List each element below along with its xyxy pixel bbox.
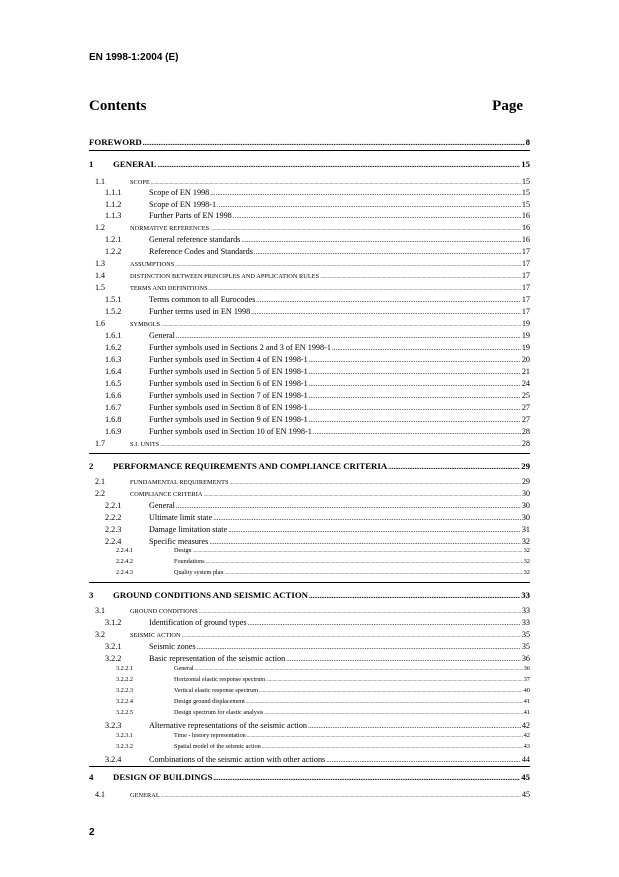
toc-leader-dots — [197, 643, 521, 651]
toc-leader-dots — [193, 548, 523, 554]
toc-entry-page: 17 — [522, 271, 530, 280]
toc-entry-title: Scope of EN 1998 — [149, 188, 210, 197]
toc-entry-title: Reference Codes and Standards — [149, 247, 253, 256]
toc-entry[interactable] — [89, 308, 530, 316]
toc-entry-page: 36 — [523, 665, 530, 672]
toc-entry-title: General — [174, 665, 194, 672]
toc-leader-dots — [151, 178, 521, 186]
toc-entry[interactable] — [89, 404, 530, 412]
toc-entry-number: 1.3 — [95, 259, 105, 268]
toc-leader-dots — [313, 428, 521, 436]
toc-leader-dots — [160, 440, 521, 448]
toc-entry-number: 2.2.4.3 — [116, 569, 134, 576]
toc-entry-number: 2 — [89, 461, 94, 471]
toc-entry-number: 3.2.2.3 — [116, 687, 134, 694]
toc-entry[interactable] — [89, 773, 530, 782]
toc-entry-page: 33 — [522, 606, 530, 615]
toc-entry-number: 4 — [89, 772, 94, 782]
toc-entry-number: 1.6.9 — [105, 427, 122, 436]
toc-entry-title: Time - history representation — [174, 732, 246, 739]
toc-entry-number: 3 — [89, 590, 94, 600]
toc-leader-dots — [195, 666, 523, 672]
toc-entry-title: Further Parts of EN 1998 — [149, 211, 232, 220]
toc-leader-dots — [217, 201, 521, 209]
toc-entry[interactable] — [89, 236, 530, 244]
toc-entry-number: 1.6.4 — [105, 367, 122, 376]
toc-leader-dots — [213, 773, 520, 782]
document-header: EN 1998-1:2004 (E) — [89, 52, 179, 63]
toc-leader-dots — [247, 733, 523, 739]
toc-entry-number: 1.5.2 — [105, 307, 122, 316]
toc-entry-number: 2.2.4.2 — [116, 558, 134, 565]
toc-entry[interactable] — [89, 212, 530, 220]
toc-entry[interactable] — [89, 344, 530, 352]
section-rule — [89, 582, 530, 583]
toc-leader-dots — [213, 514, 521, 522]
toc-entry-title: Ultimate limit state — [149, 513, 213, 522]
toc-entry-number: 1.5 — [95, 283, 105, 292]
contents-heading: Contents — [89, 98, 147, 114]
toc-entry-number: 2.2.4 — [105, 537, 122, 546]
section-rule — [89, 766, 530, 767]
toc-entry-number: 3.2.4 — [105, 755, 122, 764]
toc-entry-number: 1.6 — [95, 319, 105, 328]
toc-entry-title: TERMS AND DEFINITIONS — [130, 285, 208, 292]
toc-entry-number: 1.1.1 — [105, 188, 122, 197]
toc-entry[interactable] — [89, 538, 530, 546]
toc-entry-title: Damage limitation state — [149, 525, 228, 534]
toc-entry-title: Further symbols used in Section 8 of EN 1998-1 — [149, 403, 308, 412]
toc-leader-dots — [264, 710, 522, 716]
toc-leader-dots — [256, 296, 521, 304]
toc-leader-dots — [143, 138, 525, 147]
toc-leader-dots — [241, 236, 520, 244]
toc-entry[interactable] — [89, 440, 530, 448]
toc-entry-number: 1.6.8 — [105, 415, 122, 424]
toc-leader-dots — [309, 392, 521, 400]
toc-entry-title: Further symbols used in Sections 2 and 3 of EN 1998-1 — [149, 343, 331, 352]
toc-leader-dots — [182, 631, 521, 639]
toc-entry-title: Combinations of the seismic action with other actions — [149, 755, 326, 764]
toc-entry-page: 32 — [521, 537, 530, 546]
toc-entry-number: 1.1.3 — [105, 211, 122, 220]
toc-entry-page: 30 — [521, 513, 530, 522]
toc-entry-title: General — [149, 501, 175, 510]
toc-entry-page: 19 — [521, 331, 530, 340]
toc-entry-title: PERFORMANCE REQUIREMENTS AND COMPLIANCE CRITERIA — [113, 461, 388, 471]
toc-entry-number: 1.6.6 — [105, 391, 122, 400]
toc-entry-title: GENERAL — [113, 159, 157, 169]
section-rule — [89, 453, 530, 454]
page-number: 2 — [89, 827, 95, 838]
toc-entry-title: GROUND CONDITIONS — [130, 608, 198, 615]
toc-entry[interactable] — [89, 416, 530, 424]
toc-entry-title: Vertical elastic response spectrum — [174, 687, 259, 694]
toc-leader-dots — [161, 791, 521, 799]
toc-entry-page: 31 — [521, 525, 530, 534]
toc-leader-dots — [309, 356, 521, 364]
toc-entry[interactable] — [89, 392, 530, 400]
toc-leader-dots — [225, 570, 523, 576]
toc-entry-number: 2.2.1 — [105, 501, 122, 510]
toc-entry-number: 1.5.1 — [105, 295, 122, 304]
toc-entry-title: S.I. UNITS — [130, 441, 160, 448]
toc-leader-dots — [158, 160, 521, 169]
toc-entry-number: 3.2.2.4 — [116, 698, 134, 705]
toc-entry-number: 1.6.1 — [105, 331, 122, 340]
toc-entry-title: Design ground displacement — [174, 698, 245, 705]
toc-entry-page: 19 — [522, 319, 530, 328]
toc-entry[interactable] — [89, 201, 530, 209]
toc-entry[interactable] — [89, 478, 530, 486]
toc-entry-page: 30 — [521, 501, 530, 510]
toc-entry[interactable] — [89, 332, 530, 340]
toc-entry[interactable] — [89, 791, 530, 799]
toc-entry-page: 35 — [521, 642, 530, 651]
toc-entry[interactable] — [89, 619, 530, 627]
toc-entry-page: 24 — [521, 379, 530, 388]
toc-entry-title: COMPLIANCE CRITERIA — [130, 491, 203, 498]
toc-entry-page: 16 — [521, 211, 530, 220]
toc-entry[interactable] — [89, 284, 530, 292]
toc-leader-dots — [308, 722, 521, 730]
toc-entry-number: 1.2.1 — [105, 235, 122, 244]
toc-leader-dots — [230, 478, 521, 486]
toc-entry-title: NORMATIVE REFERENCES — [130, 225, 210, 232]
toc-entry[interactable] — [89, 248, 530, 256]
toc-entry-title: FOREWORD — [89, 137, 142, 147]
toc-entry-page: 15 — [521, 200, 530, 209]
toc-entry-title: Identification of ground types — [149, 618, 247, 627]
toc-entry-page: 19 — [521, 343, 530, 352]
toc-leader-dots — [206, 559, 523, 565]
toc-entry-title: General reference standards — [149, 235, 241, 244]
toc-entry-title: SCOPE — [130, 179, 150, 186]
toc-entry[interactable] — [89, 189, 530, 197]
toc-entry-page: 32 — [523, 569, 530, 576]
toc-entry-page: 16 — [521, 235, 530, 244]
toc-entry-page: 36 — [521, 654, 530, 663]
toc-entry-page: 17 — [521, 307, 530, 316]
toc-leader-dots — [176, 502, 521, 510]
toc-leader-dots — [175, 260, 521, 268]
toc-entry-page: 17 — [522, 259, 530, 268]
toc-entry[interactable] — [89, 655, 530, 663]
toc-entry-number: 2.2.2 — [105, 513, 122, 522]
toc-entry-page: 41 — [523, 709, 530, 716]
toc-entry[interactable] — [89, 591, 530, 600]
toc-leader-dots — [251, 308, 521, 316]
toc-entry[interactable] — [89, 514, 530, 522]
toc-entry-title: Terms common to all Eurocodes — [149, 295, 256, 304]
toc-entry-number: 3.2.3.1 — [116, 732, 134, 739]
toc-entry-page: 33 — [521, 618, 530, 627]
toc-entry[interactable] — [89, 138, 530, 147]
toc-leader-dots — [246, 699, 523, 705]
toc-entry-page: 42 — [521, 721, 530, 730]
toc-entry-number: 2.2 — [95, 489, 105, 498]
toc-entry-number: 3.2.2 — [105, 654, 122, 663]
toc-entry-title: Further terms used in EN 1998 — [149, 307, 251, 316]
toc-entry[interactable] — [89, 699, 530, 705]
toc-leader-dots — [210, 224, 521, 232]
toc-entry-title: Further symbols used in Section 9 of EN 1998-1 — [149, 415, 308, 424]
toc-entry-number: 1.2.2 — [105, 247, 122, 256]
toc-entry-title: DISTINCTION BETWEEN PRINCIPLES AND APPLICATION RULES — [130, 273, 320, 280]
table-of-contents — [89, 0, 530, 877]
toc-entry-number: 2.2.3 — [105, 525, 122, 534]
toc-leader-dots — [199, 607, 521, 615]
toc-entry[interactable] — [89, 666, 530, 672]
toc-entry[interactable] — [89, 677, 530, 683]
toc-entry-number: 1.6.3 — [105, 355, 122, 364]
toc-entry-page: 29 — [521, 461, 530, 471]
toc-entry-number: 3.2 — [95, 630, 105, 639]
toc-entry-page: 32 — [523, 558, 530, 565]
toc-entry-page: 16 — [522, 223, 530, 232]
toc-entry[interactable] — [89, 490, 530, 498]
toc-entry-page: 17 — [521, 247, 530, 256]
toc-entry-page: 42 — [523, 732, 530, 739]
toc-entry-page: 45 — [522, 790, 530, 799]
toc-entry-number: 3.2.2.2 — [116, 676, 134, 683]
toc-entry-page: 20 — [521, 355, 530, 364]
toc-entry[interactable] — [89, 559, 530, 565]
toc-leader-dots — [209, 538, 520, 546]
toc-entry-number: 1.6.5 — [105, 379, 122, 388]
toc-entry-page: 15 — [521, 159, 530, 169]
toc-entry-number: 1.6.7 — [105, 403, 122, 412]
toc-entry[interactable] — [89, 607, 530, 615]
toc-entry-page: 37 — [523, 676, 530, 683]
toc-leader-dots — [309, 380, 521, 388]
toc-entry-number: 3.2.2.5 — [116, 709, 134, 716]
toc-entry-page: 28 — [522, 439, 530, 448]
toc-leader-dots — [233, 212, 521, 220]
toc-entry-page: 15 — [521, 188, 530, 197]
toc-entry-number: 4.1 — [95, 790, 105, 799]
toc-entry-number: 3.1.2 — [105, 618, 122, 627]
toc-leader-dots — [309, 416, 521, 424]
toc-entry[interactable] — [89, 260, 530, 268]
toc-leader-dots — [320, 272, 521, 280]
toc-leader-dots — [209, 284, 521, 292]
toc-entry-number: 1.2 — [95, 223, 105, 232]
toc-leader-dots — [254, 248, 521, 256]
toc-entry-title: Design — [174, 547, 192, 554]
toc-leader-dots — [210, 189, 521, 197]
toc-leader-dots — [332, 344, 521, 352]
toc-entry-title: Foundations — [174, 558, 205, 565]
toc-entry-number: 1.6.2 — [105, 343, 122, 352]
toc-entry[interactable] — [89, 643, 530, 651]
toc-leader-dots — [161, 320, 521, 328]
toc-entry[interactable] — [89, 272, 530, 280]
toc-entry-page: 17 — [521, 295, 530, 304]
toc-entry-page: 25 — [521, 391, 530, 400]
toc-entry-page: 44 — [521, 755, 530, 764]
toc-entry-title: Basic representation of the seismic action — [149, 654, 286, 663]
toc-entry-title: Seismic zones — [149, 642, 196, 651]
toc-entry-title: Further symbols used in Section 10 of EN 1998-1 — [149, 427, 312, 436]
toc-entry[interactable] — [89, 722, 530, 730]
toc-entry-title: Design spectrum for elastic analysis — [174, 709, 264, 716]
toc-entry-title: Alternative representations of the seismic action — [149, 721, 308, 730]
toc-entry-title: Spatial model of the seismic action — [174, 743, 261, 750]
toc-entry-title: ASSUMPTIONS — [130, 261, 175, 268]
toc-entry-page: 29 — [522, 477, 530, 486]
toc-entry-page: 41 — [523, 698, 530, 705]
toc-entry-page: 21 — [521, 367, 530, 376]
page-column-heading: Page — [492, 98, 523, 114]
toc-entry-title: DESIGN OF BUILDINGS — [113, 772, 213, 782]
section-rule — [89, 150, 530, 151]
toc-entry[interactable] — [89, 631, 530, 639]
toc-entry-title: Further symbols used in Section 7 of EN 1998-1 — [149, 391, 308, 400]
toc-entry[interactable] — [89, 356, 530, 364]
toc-entry-title: SEISMIC ACTION — [130, 632, 181, 639]
toc-leader-dots — [248, 619, 521, 627]
toc-entry-page: 32 — [523, 547, 530, 554]
toc-leader-dots — [286, 655, 521, 663]
toc-entry-title: GROUND CONDITIONS AND SEISMIC ACTION — [113, 590, 309, 600]
toc-entry[interactable] — [89, 526, 530, 534]
toc-entry-number: 2.2.4.1 — [116, 547, 134, 554]
toc-entry-title: FUNDAMENTAL REQUIREMENTS — [130, 479, 229, 486]
toc-leader-dots — [259, 688, 523, 694]
toc-entry[interactable] — [89, 462, 530, 471]
toc-entry-page: 28 — [521, 427, 530, 436]
toc-entry[interactable] — [89, 548, 530, 554]
toc-entry-page: 33 — [521, 590, 530, 600]
toc-entry-number: 3.2.3.2 — [116, 743, 134, 750]
toc-entry[interactable] — [89, 710, 530, 716]
toc-leader-dots — [176, 332, 521, 340]
toc-entry-page: 30 — [522, 489, 530, 498]
toc-entry-number: 3.2.3 — [105, 721, 122, 730]
toc-leader-dots — [309, 404, 521, 412]
toc-leader-dots — [228, 526, 521, 534]
toc-entry-title: Further symbols used in Section 5 of EN 1998-1 — [149, 367, 308, 376]
toc-entry[interactable] — [89, 744, 530, 750]
toc-leader-dots — [266, 677, 522, 683]
toc-entry[interactable] — [89, 320, 530, 328]
toc-entry[interactable] — [89, 380, 530, 388]
toc-entry-number: 1.4 — [95, 271, 105, 280]
toc-entry-page: 35 — [522, 630, 530, 639]
toc-entry-title: Scope of EN 1998-1 — [149, 200, 217, 209]
toc-entry-title: General — [149, 331, 175, 340]
toc-entry[interactable] — [89, 224, 530, 232]
toc-entry[interactable] — [89, 502, 530, 510]
toc-leader-dots — [262, 744, 523, 750]
toc-entry-title: GENERAL — [130, 792, 160, 799]
toc-entry-title: Further symbols used in Section 4 of EN 1998-1 — [149, 355, 308, 364]
toc-entry-page: 43 — [523, 743, 530, 750]
toc-entry[interactable] — [89, 296, 530, 304]
toc-entry-number: 3.2.1 — [105, 642, 122, 651]
toc-entry[interactable] — [89, 570, 530, 576]
toc-entry-number: 1.7 — [95, 439, 105, 448]
toc-entry-page: 45 — [521, 772, 530, 782]
toc-entry[interactable] — [89, 733, 530, 739]
toc-entry-page: 27 — [521, 403, 530, 412]
toc-entry-number: 1.1 — [95, 177, 105, 186]
toc-entry-number: 3.2.2.1 — [116, 665, 134, 672]
toc-entry-number: 2.1 — [95, 477, 105, 486]
toc-entry-number: 1 — [89, 159, 94, 169]
toc-entry-title: Horizontal elastic response spectrum — [174, 676, 266, 683]
toc-entry-number: 3.1 — [95, 606, 105, 615]
toc-entry-page: 15 — [522, 177, 530, 186]
toc-entry[interactable] — [89, 160, 530, 169]
toc-entry-page: 40 — [523, 687, 530, 694]
toc-entry-page: 17 — [522, 283, 530, 292]
toc-leader-dots — [326, 756, 521, 764]
toc-leader-dots — [388, 462, 520, 471]
toc-entry-title: SYMBOLS — [130, 321, 161, 328]
toc-entry-title: Quality system plan — [174, 569, 224, 576]
toc-entry[interactable] — [89, 368, 530, 376]
toc-entry[interactable] — [89, 688, 530, 694]
toc-entry-title: Specific measures — [149, 537, 209, 546]
toc-entry[interactable] — [89, 428, 530, 436]
toc-entry-number: 1.1.2 — [105, 200, 122, 209]
toc-entry[interactable] — [89, 178, 530, 186]
toc-leader-dots — [309, 591, 520, 600]
toc-entry-page: 27 — [521, 415, 530, 424]
toc-leader-dots — [204, 490, 522, 498]
toc-entry-page: 8 — [525, 137, 530, 147]
toc-entry-title: Further symbols used in Section 6 of EN 1998-1 — [149, 379, 308, 388]
toc-leader-dots — [309, 368, 521, 376]
toc-entry[interactable] — [89, 756, 530, 764]
